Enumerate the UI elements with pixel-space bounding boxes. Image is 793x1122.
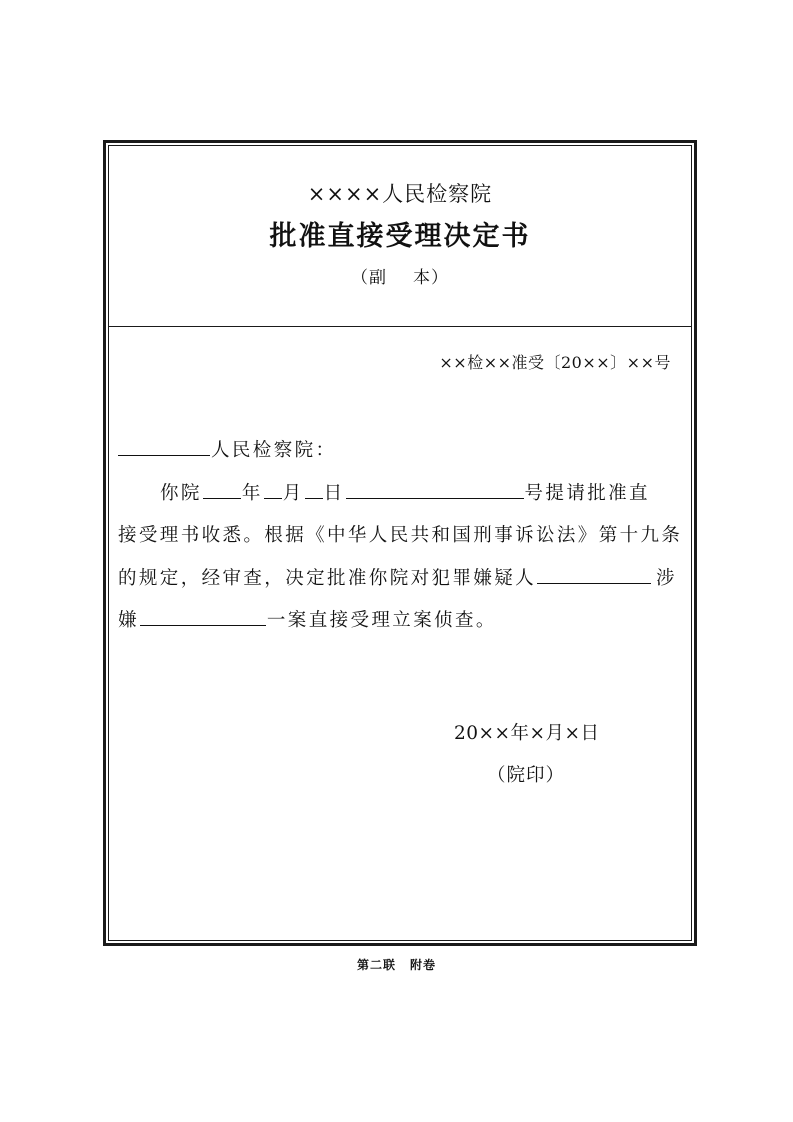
body-line-5 xyxy=(118,600,683,643)
document-title: 批准直接受理决定书 xyxy=(269,221,531,252)
procuratorate-name: ××××人民检察院 xyxy=(307,182,493,206)
copy-label-open: （副 xyxy=(351,268,387,288)
suspect-name-blank xyxy=(537,565,651,584)
copy-label-close: 本） xyxy=(413,268,449,288)
legal-basis-text: 接受理书收悉。根据《中华人民共和国刑事诉讼法》第十九条 xyxy=(118,525,683,546)
body-line-3 xyxy=(118,515,683,558)
day-blank xyxy=(305,480,323,499)
document-number: ××检××准受〔20××〕××号 xyxy=(439,353,671,372)
day-label: 日 xyxy=(323,482,345,504)
body-line-4 xyxy=(118,558,683,601)
filing-text: 一案直接受理立案侦查。 xyxy=(266,610,497,631)
year-blank xyxy=(203,480,241,499)
your-court-text: 你院 xyxy=(160,482,202,504)
charge-blank xyxy=(140,607,266,626)
court-seal-label: （院印） xyxy=(487,765,566,786)
recipient-line xyxy=(118,430,683,473)
year-label: 年 xyxy=(241,482,263,504)
document-header xyxy=(109,146,691,327)
request-number-blank xyxy=(346,480,524,499)
month-label: 月 xyxy=(282,482,304,504)
involving-text: 涉 xyxy=(656,567,677,589)
recipient-suffix: 人民检察院： xyxy=(211,440,337,461)
copy-label xyxy=(109,263,691,288)
recipient-blank xyxy=(118,437,210,456)
suspected-text: 嫌 xyxy=(118,610,139,631)
document-frame xyxy=(103,140,697,946)
body-line-2 xyxy=(118,473,683,516)
document-inner-frame xyxy=(108,145,692,941)
decision-date: 20××年×月×日 xyxy=(454,723,600,744)
document-body xyxy=(118,430,683,643)
month-blank xyxy=(264,480,282,499)
copy-purpose: 附卷 xyxy=(410,958,437,972)
request-text: 号提请批准直 xyxy=(524,482,650,504)
copy-footer xyxy=(0,956,793,973)
decision-text: 的规定，经审查，决定批准你院对犯罪嫌疑人 xyxy=(118,567,537,589)
copy-part: 第二联 xyxy=(356,958,396,972)
